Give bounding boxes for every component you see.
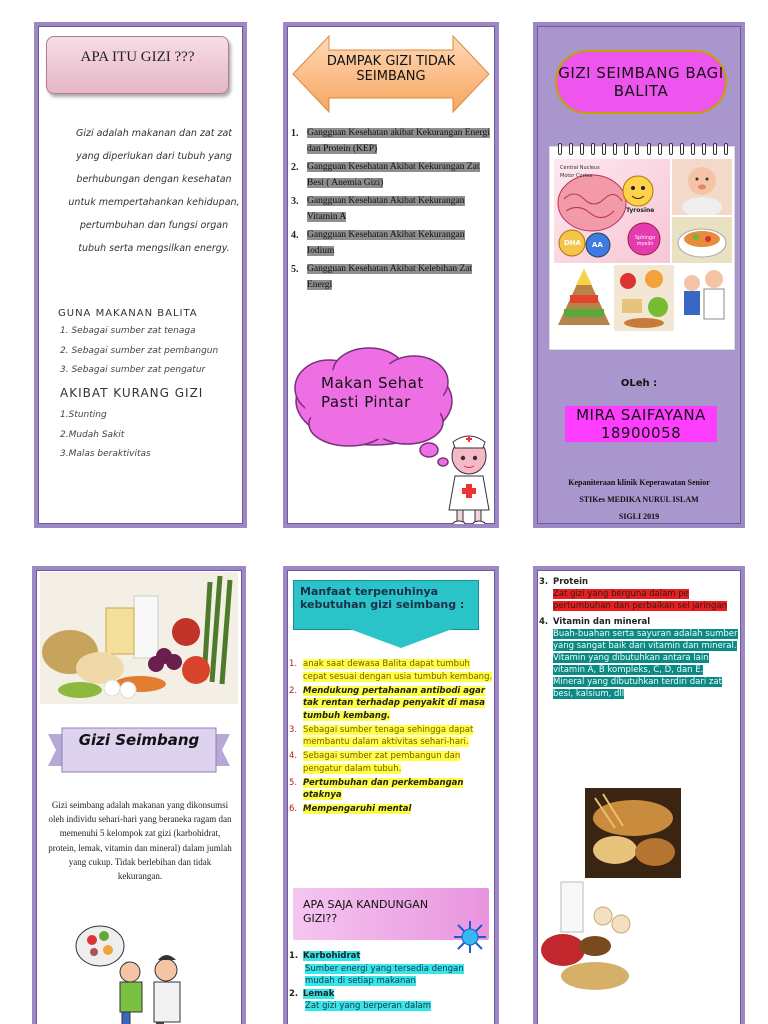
kandungan-list: [289, 950, 495, 1013]
footer-line: Kepaniteraan klinik Keperawatan Senior: [568, 478, 710, 487]
list-item: 1. Gangguan Kesehatan akibat Kekurangan Energi dan Protein (KEP): [291, 128, 490, 154]
list-item-text: Zat gizi yang berperan dalam: [305, 1001, 432, 1011]
list-item: 5. Gangguan Kesehatan Akibat Kelebihan Zat Energi: [291, 264, 473, 290]
bowl-icon: [672, 217, 732, 263]
guna-heading: GUNA MAKANAN BALITA: [58, 308, 198, 319]
vitamin-text-3: Mineral yang dibutuhkan terdiri dari zat besi, kalsium, dll: [553, 677, 722, 699]
akibat-list: [60, 406, 240, 465]
protein-foods-photo: [539, 876, 643, 996]
list-item: 3. Gangguan Kesehatan Akibat Kekurangan Vitamin A: [291, 196, 465, 222]
list-item: 2. Mendukung pertahanan antibodi agar tak rentan terhadap penyakit di masa tumbuh kembang.: [289, 685, 486, 721]
author-name: MIRA SAIFAYANA: [576, 406, 706, 424]
footer-line: SIGLI 2019: [618, 512, 660, 521]
oleh-label: OLeh :: [620, 378, 658, 389]
list-item: 3. Protein: [539, 577, 589, 587]
cover-title: GIZI SEIMBANG BAGI BALITA: [555, 50, 727, 114]
collage-label: AA: [592, 241, 603, 249]
akibat-item: 2.Mudah Sakit: [60, 429, 125, 440]
nutrition-collage: [549, 146, 735, 350]
kandungan-title: APA SAJA KANDUNGAN GIZI??: [303, 898, 429, 925]
collage-label: Motor Cortex: [560, 173, 593, 179]
food-photo: [40, 572, 238, 704]
list-item: 1. anak saat dewasa Balita dapat tumbuh cepat sesuai dengan usia tumbuh kembang.: [289, 659, 493, 682]
family-eating-icon: [66, 920, 196, 1024]
nurse-illustration: [441, 432, 497, 528]
double-arrow-banner: [291, 32, 491, 116]
panel1-intro: Gizi adalah makanan dan zat zat yang diperlukan dari tubuh yang berhubungan dengan kesehatan untuk mempertahankan kehidupan, pertumbuhan dan fungsi organ tubuh serta mengsilkan energy.: [68, 128, 240, 254]
manfaat-title: Manfaat terpenuhinya kebutuhan gizi seimbang :: [293, 580, 479, 630]
nurse-icon: [441, 432, 497, 528]
bread-grain-photo: [585, 788, 681, 878]
list-item: 4. Sebagai sumber zat pembangun dan pengatur dalam tubuh.: [289, 751, 461, 774]
gizi-seimbang-ribbon: [48, 726, 230, 774]
protein-text: Zat gizi yang berguna dalam pe pertumbuhan dan perbaikan sel jaringan: [553, 589, 727, 611]
author-id: 18900058: [600, 424, 682, 442]
panel-protein-vitamin: [533, 566, 745, 1024]
baby-image: [672, 159, 732, 215]
footer-line: STIKes MEDIKA NURUL ISLAM: [579, 495, 699, 504]
author-box: [565, 406, 717, 442]
panel-manfaat: [283, 566, 499, 1024]
spiral-binding: [558, 143, 728, 155]
food-pyramid-image: [554, 265, 614, 331]
collage-label: Sphingo myelin: [634, 235, 656, 247]
bread-icon: [585, 788, 681, 878]
collage-label: Tyrosine: [626, 207, 655, 214]
list-item: 4. Gangguan Kesehatan Akibat Kekurangan Iodium: [291, 230, 465, 256]
list-item: 3. Sebagai sumber tenaga sehingga dapat membantu dalam aktivitas sehari-hari.: [289, 724, 474, 747]
vegetables-icon: [40, 572, 238, 704]
ribbon-title: Gizi Seimbang: [78, 731, 200, 749]
vitamin-text-2: Vitamin yang dibutuhkan antara lain vitamin A, B kompleks, C, D, dan E.: [553, 653, 709, 675]
akibat-heading: AKIBAT KURANG GIZI: [60, 386, 204, 400]
list-item: 4. Vitamin dan mineral: [539, 617, 651, 627]
guna-item: 2. Sebagai sumber zat pembangun: [60, 345, 219, 356]
arrow-title: DAMPAK GIZI TIDAK SEIMBANG: [326, 54, 456, 84]
list-item: 2. Lemak: [289, 988, 335, 999]
list-item: 1. Karbohidrat: [289, 951, 361, 961]
institution-footer: [537, 474, 741, 525]
baby-icon: [672, 159, 732, 215]
panel-dampak-gizi: [283, 22, 499, 528]
brain-image: [554, 159, 670, 263]
collage-label: DHA: [564, 239, 582, 247]
doctor-child-image: [676, 265, 732, 331]
list-item: 2. Gangguan Kesehatan Akibat Kekurangan Zat Besi ( Anemia Gizi): [291, 162, 480, 188]
thought-cloud: [289, 346, 459, 471]
panel1-title: APA ITU GIZI ???: [46, 36, 229, 94]
food-spread-image: [614, 265, 674, 331]
list-item-text: Sumber energi yang tersedia dengan mudah di setiap makanan: [305, 963, 464, 986]
guna-item: 1. Sebagai sumber zat tenaga: [60, 326, 196, 336]
cloud-text: Makan Sehat Pasti Pintar: [321, 374, 424, 411]
akibat-item: 1.Stunting: [60, 410, 107, 420]
nutrient-list: [539, 576, 739, 700]
panel-apa-itu-gizi: [34, 22, 247, 528]
pyramid-icon: [554, 265, 614, 331]
akibat-item: 3.Malas beraktivitas: [60, 449, 151, 459]
protein-foods-icon: [539, 876, 643, 996]
sun-icon: [453, 920, 487, 954]
panel-gizi-seimbang: [32, 566, 246, 1024]
list-item: 5. Pertumbuhan dan perkembangan otaknya: [289, 777, 464, 800]
down-arrow-icon: [347, 628, 455, 648]
mother-child-illustration: [66, 920, 196, 1024]
collage-label: Central Nucleus: [560, 165, 600, 171]
panel-cover: [533, 22, 745, 528]
dampak-list: [291, 126, 491, 296]
doctor-child-icon: [676, 265, 732, 331]
vitamin-text-1: Buah-buahan serta sayuran adalah sumber yang sangat baik dari vitamin dan mineral.: [553, 629, 738, 651]
guna-item: 3. Sebagai sumber zat pengatur: [60, 365, 206, 375]
gizi-seimbang-paragraph: Gizi seimbang adalah makanan yang dikonsumsi oleh individu sehari-hari yang beraneka ragam dan memenuhi 5 kelompok zat gizi (karbohidrat, protein, lemak, vitamin dan mineral) dalam jumlah yang cukup. Tidak berlebihan dan tidak kekurangan.: [48, 800, 232, 882]
guna-list: [60, 322, 240, 381]
manfaat-list: [289, 658, 495, 817]
list-item: 6. Mempengaruhi mental: [289, 804, 412, 814]
food-spread-icon: [614, 265, 674, 331]
food-bowl-image: [672, 217, 732, 263]
